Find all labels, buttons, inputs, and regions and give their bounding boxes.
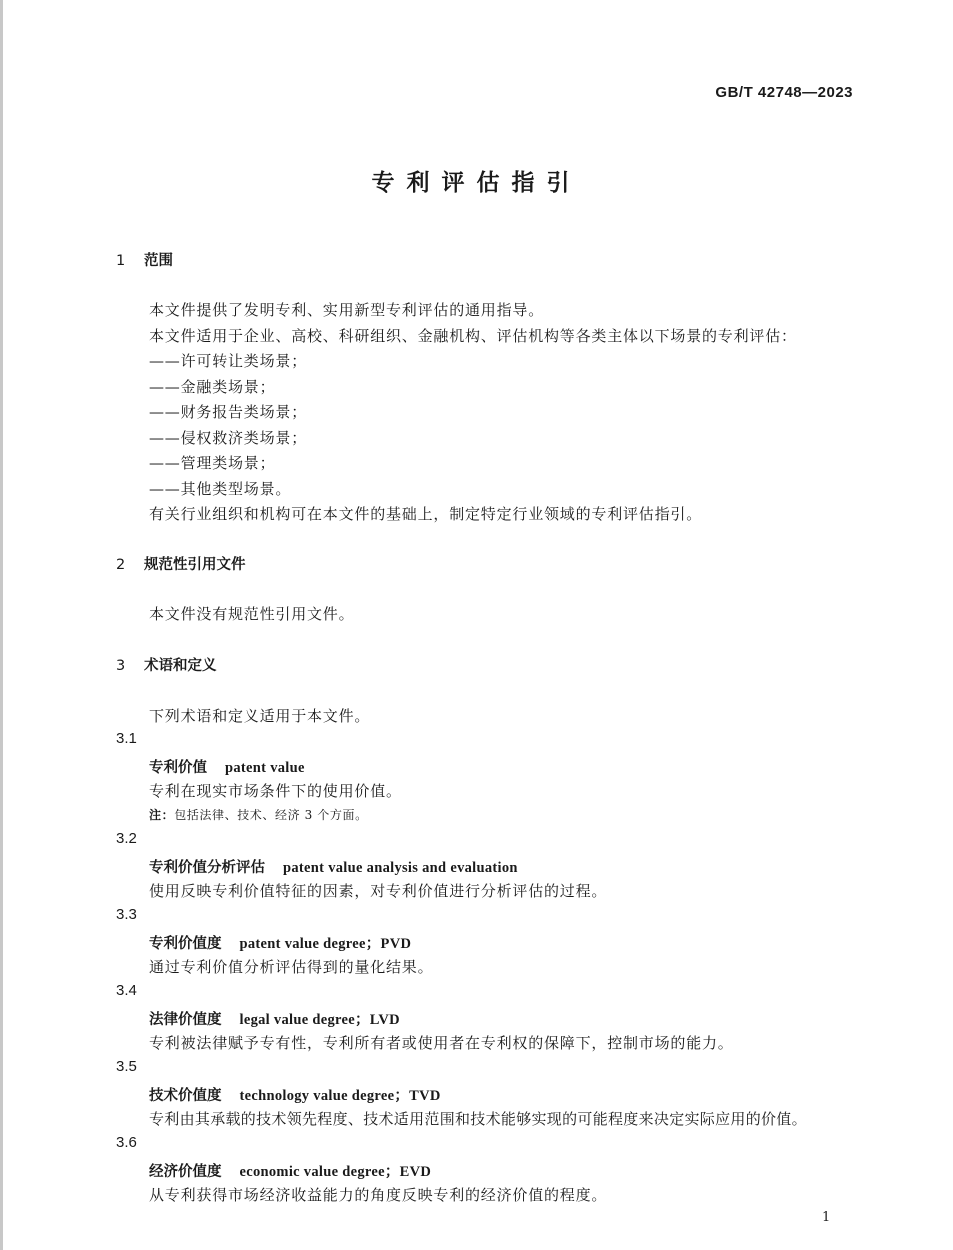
section-heading: [116, 249, 173, 270]
term-number: 3.1: [116, 730, 137, 747]
term-en: patent value: [225, 760, 305, 776]
term-zh: 法律价值度: [149, 1012, 222, 1028]
term-note: [149, 806, 368, 823]
term-number: 3.2: [116, 830, 137, 847]
page-number: 1: [822, 1210, 831, 1225]
list-item: ——管理类场景；: [149, 454, 276, 472]
list-item: ——财务报告类场景；: [149, 403, 308, 421]
term-number: 3.6: [116, 1134, 137, 1151]
term-heading: [149, 1160, 431, 1181]
term-number: 3.4: [116, 982, 137, 999]
list-item: ——其他类型场景。: [149, 480, 292, 498]
list-item: ——许可转让类场景；: [149, 352, 308, 370]
term-heading: [149, 756, 305, 777]
section-heading: [116, 553, 246, 574]
note-text: 包括法律、技术、经济 3 个方面。: [174, 808, 368, 822]
term-zh: 经济价值度: [149, 1164, 222, 1180]
section-number: 2: [116, 557, 126, 573]
term-number: 3.3: [116, 906, 137, 923]
paragraph: 本文件适用于企业、高校、科研组织、金融机构、评估机构等各类主体以下场景的专利评估：: [149, 327, 797, 345]
term-zh: 专利价值: [149, 760, 207, 776]
term-zh: 专利价值度: [149, 936, 222, 952]
term-number: 3.5: [116, 1058, 137, 1075]
term-definition: 专利由其承载的技术领先程度、技术适用范围和技术能够实现的可能程度来决定实际应用的价值。: [149, 1110, 807, 1128]
paragraph: 有关行业组织和机构可在本文件的基础上，制定特定行业领域的专利评估指引。: [149, 505, 703, 523]
section-title: 范围: [144, 253, 173, 269]
document-title: 专利评估指引: [371, 170, 582, 196]
term-en: patent value analysis and evaluation: [283, 860, 518, 876]
term-definition: 专利在现实市场条件下的使用价值。: [149, 782, 402, 800]
section-title: 术语和定义: [144, 658, 217, 674]
term-definition: 使用反映专利价值特征的因素，对专利价值进行分析评估的过程。: [149, 882, 608, 900]
paragraph: 本文件提供了发明专利、实用新型专利评估的通用指导。: [149, 301, 545, 319]
term-definition: 从专利获得市场经济收益能力的角度反映专利的经济价值的程度。: [149, 1186, 608, 1204]
term-definition: 通过专利价值分析评估得到的量化结果。: [149, 958, 434, 976]
section-heading: [116, 654, 217, 675]
term-heading: [149, 856, 518, 877]
term-heading: [149, 1084, 441, 1105]
term-heading: [149, 1008, 400, 1029]
paragraph: 本文件没有规范性引用文件。: [149, 605, 355, 623]
term-en: legal value degree；LVD: [239, 1012, 400, 1028]
list-item: ——侵权救济类场景；: [149, 429, 308, 447]
term-zh: 技术价值度: [149, 1088, 222, 1104]
term-en: economic value degree；EVD: [239, 1164, 432, 1180]
term-heading: [149, 932, 411, 953]
term-en: technology value degree；TVD: [239, 1088, 441, 1104]
section-number: 1: [116, 253, 126, 269]
note-label: 注：: [149, 808, 175, 822]
term-definition: 专利被法律赋予专有性，专利所有者或使用者在专利权的保障下，控制市场的能力。: [149, 1034, 734, 1052]
standard-code: GB/T 42748—2023: [715, 84, 853, 101]
section-title: 规范性引用文件: [144, 557, 246, 573]
list-item: ——金融类场景；: [149, 378, 276, 396]
term-en: patent value degree；PVD: [239, 936, 412, 952]
section-number: 3: [116, 658, 126, 674]
term-zh: 专利价值分析评估: [149, 860, 265, 876]
paragraph: 下列术语和定义适用于本文件。: [149, 707, 371, 725]
